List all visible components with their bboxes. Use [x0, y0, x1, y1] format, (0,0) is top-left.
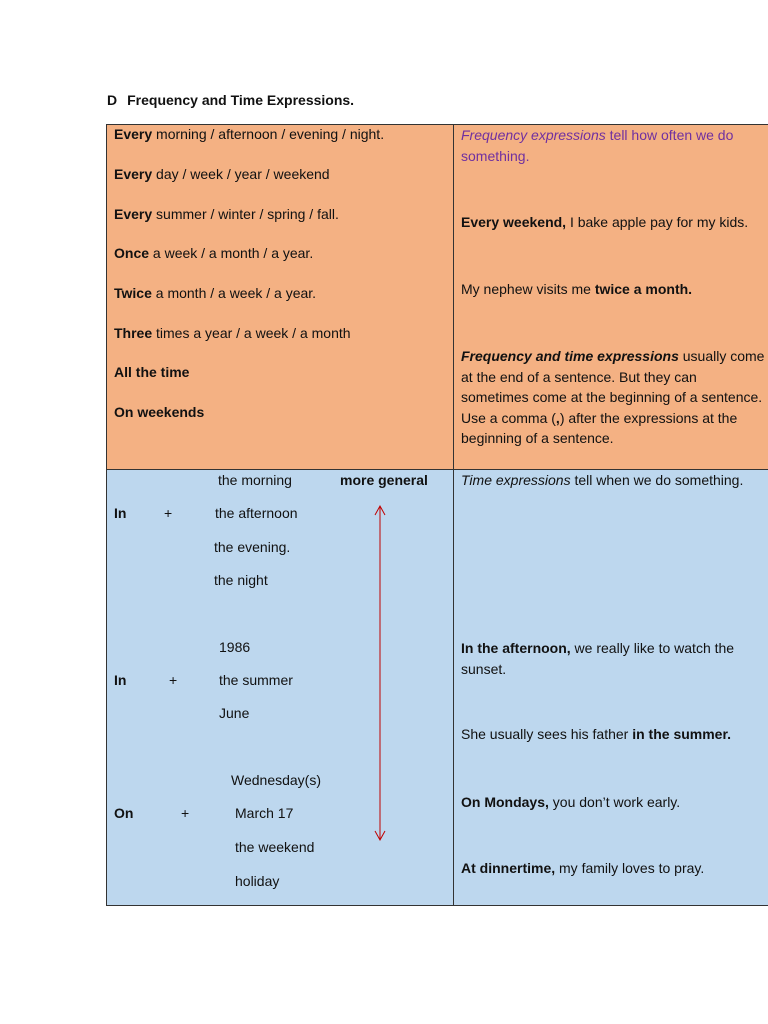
time-example-4: At dinnertime, my family loves to pray.	[461, 860, 705, 876]
preposition-on: On	[114, 805, 134, 821]
time-item: March 17	[235, 805, 294, 821]
freq-item: Twice a month / a week / a year.	[114, 285, 317, 301]
time-item: the weekend	[235, 839, 315, 855]
section-heading	[107, 92, 354, 108]
freq-item: Three times a year / a week / a month	[114, 325, 351, 341]
time-item: holiday	[235, 873, 280, 889]
time-example-3: On Mondays, you don’t work early.	[461, 794, 681, 810]
plus-sign: +	[181, 805, 190, 821]
time-item: the evening.	[214, 539, 291, 555]
time-example-1: In the afternoon, we really like to watch the sunset.	[461, 640, 735, 677]
freq-item: On weekends	[114, 404, 205, 420]
plus-sign: +	[164, 505, 173, 521]
freq-item: Every summer / winter / spring / fall.	[114, 206, 339, 222]
time-item: the summer	[219, 672, 293, 688]
frequency-intro: Frequency expressions tell how often we do something.	[461, 127, 734, 164]
time-item: 1986	[219, 639, 251, 655]
freq-item: All the time	[114, 364, 190, 380]
freq-item: Every morning / afternoon / evening / night.	[114, 126, 385, 142]
freq-item: Once a week / a month / a year.	[114, 245, 314, 261]
frequency-example-1: Every weekend, I bake apple pay for my kids.	[461, 214, 749, 230]
time-example-2: She usually sees his father in the summer.	[461, 726, 732, 742]
freq-item: Every day / week / year / weekend	[114, 166, 330, 182]
preposition-in: In	[114, 505, 127, 521]
time-item: Wednesday(s)	[231, 772, 322, 788]
time-item: June	[219, 705, 250, 721]
table-border	[106, 124, 768, 906]
time-item: the morning	[218, 472, 292, 488]
generality-arrow	[370, 502, 390, 844]
frequency-example-2: My nephew visits me twice a month.	[461, 281, 693, 297]
time-item: the night	[214, 572, 268, 588]
preposition-in: In	[114, 672, 127, 688]
time-intro: Time expressions tell when we do something.	[461, 472, 744, 488]
time-item: the afternoon	[215, 505, 298, 521]
section-letter: D	[107, 92, 118, 108]
more-general-label: more general	[340, 472, 428, 488]
plus-sign: +	[169, 672, 178, 688]
section-title: Frequency and Time Expressions.	[127, 92, 355, 108]
frequency-note: Frequency and time expressions usually come at the end of a sentence. But they can sometimes come at the beginning of a sentence. Use a comma (,) after the expressions at the beginning of a sentence.	[461, 348, 765, 446]
